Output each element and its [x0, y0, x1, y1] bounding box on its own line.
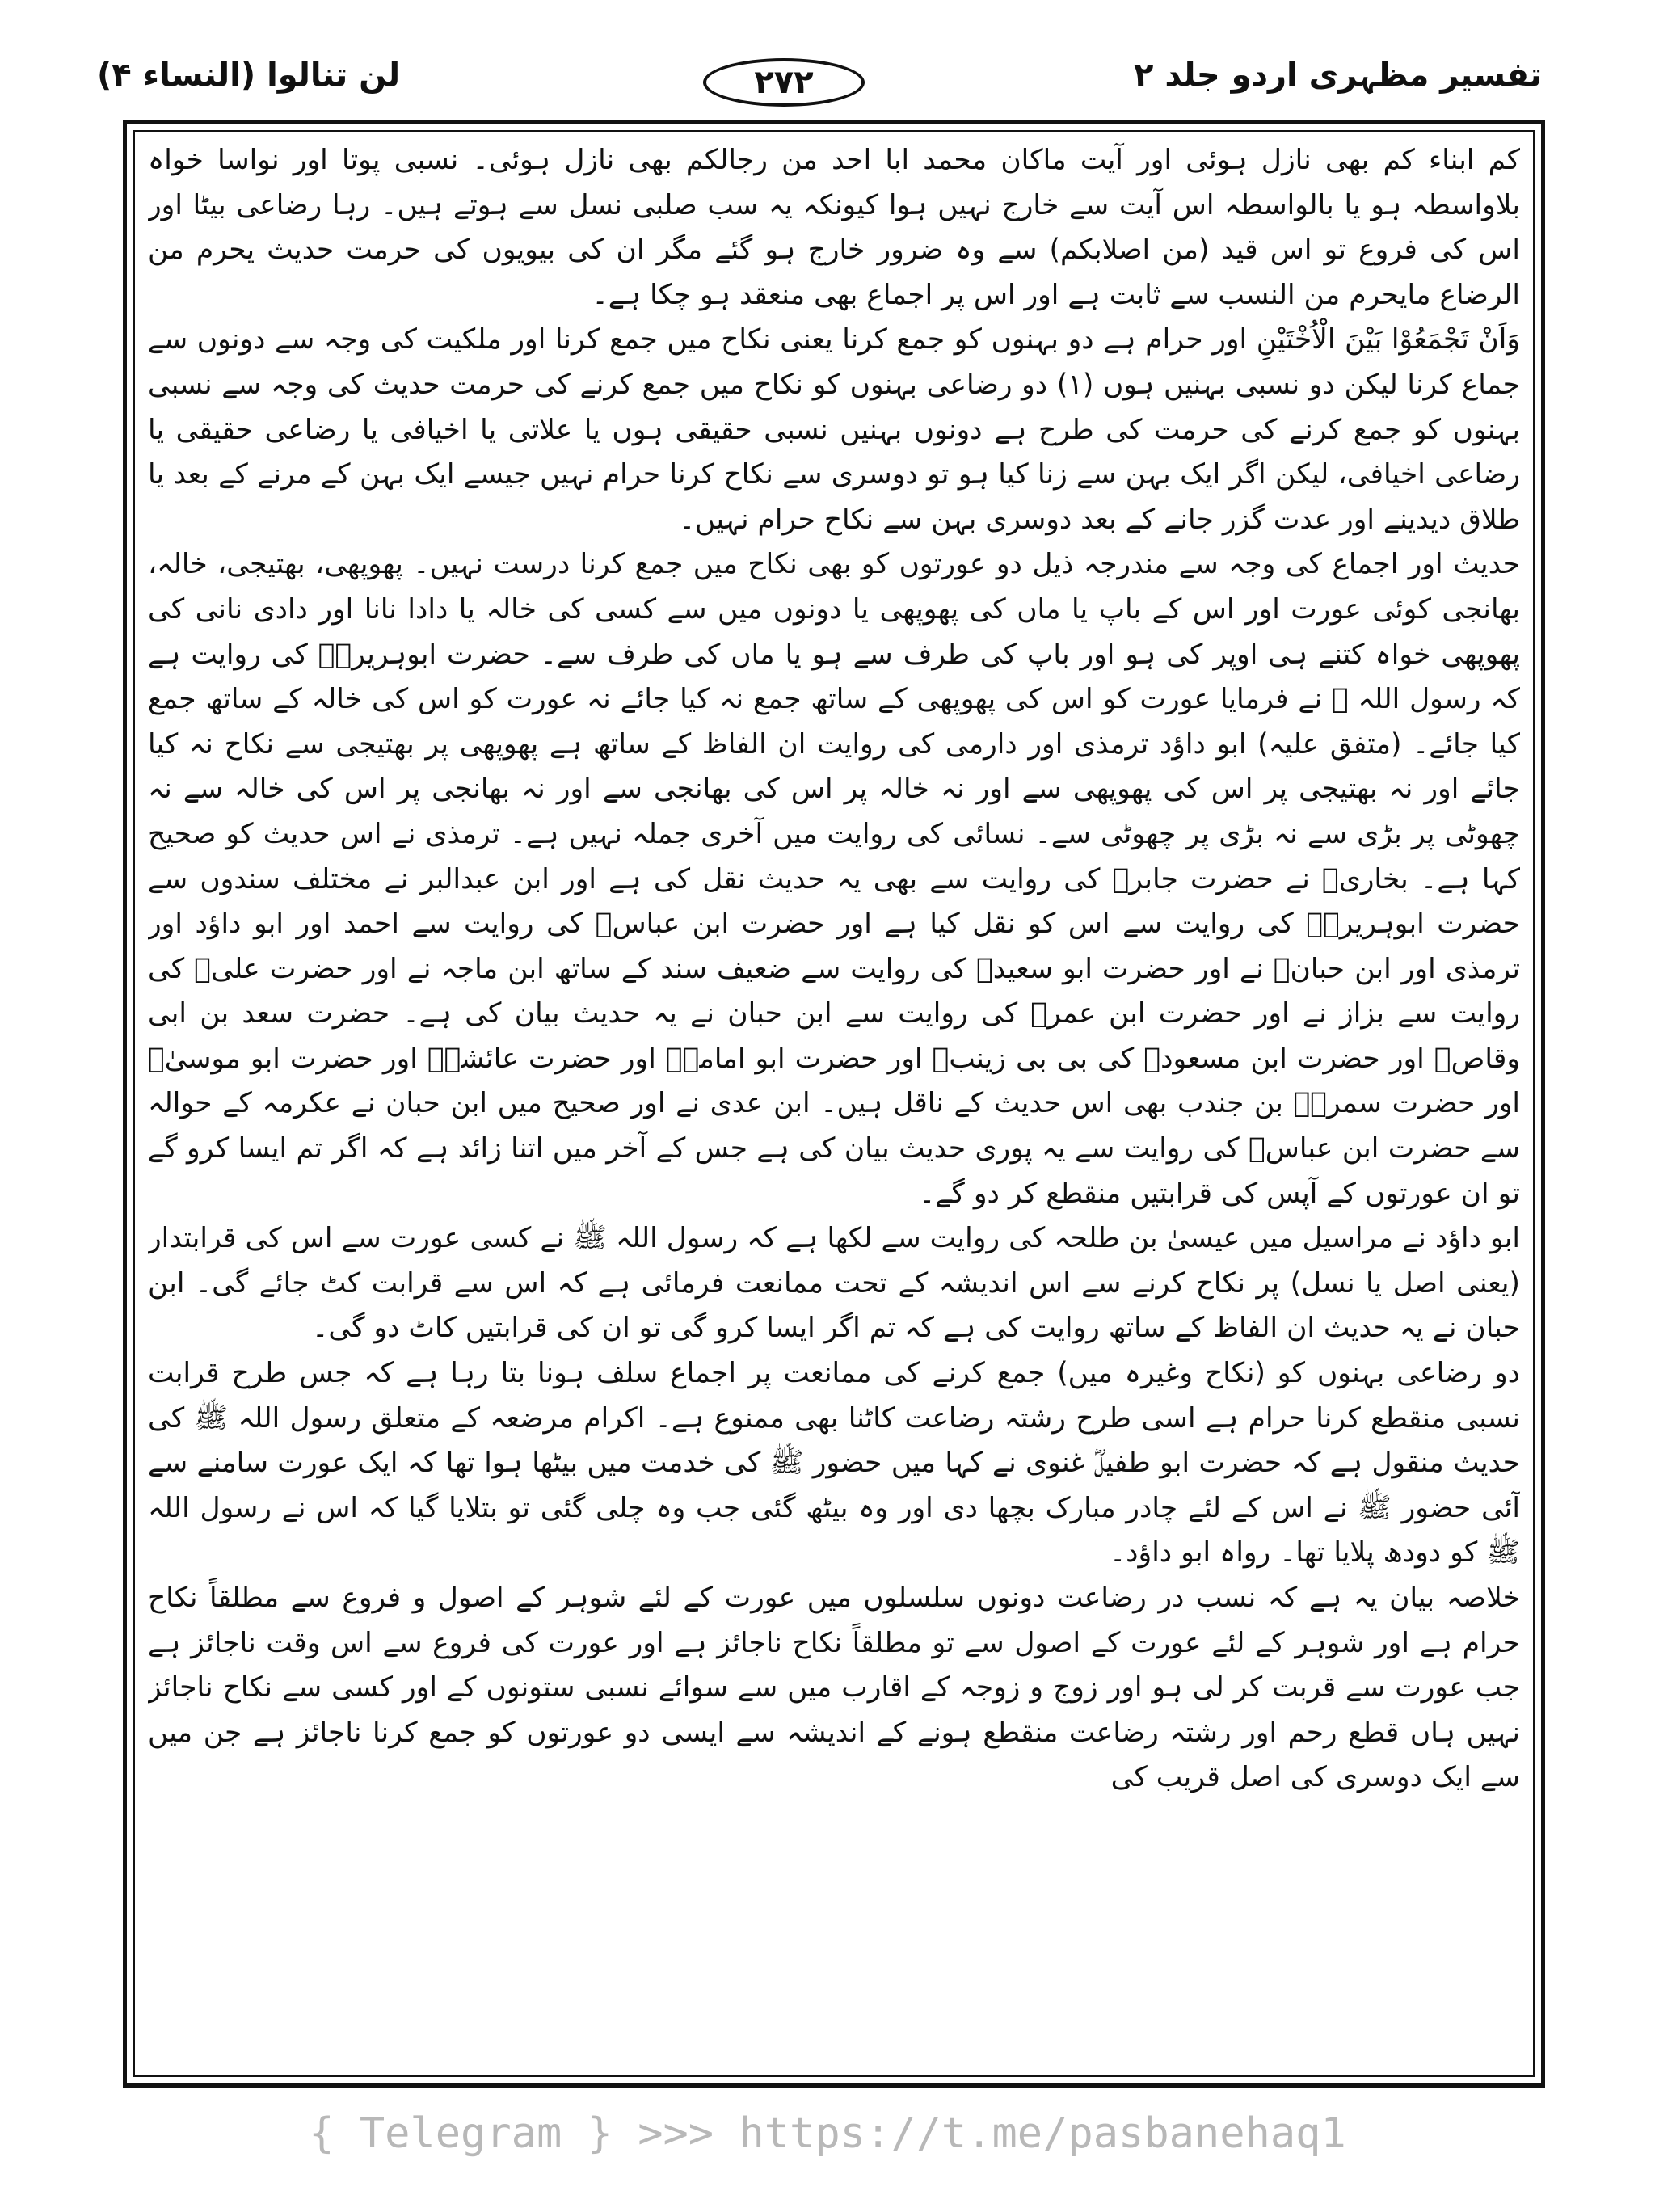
- book-title: تفسیر مظہری اردو جلد ۲: [1134, 57, 1542, 94]
- paragraph: حدیث اور اجماع کی وجہ سے مندرجہ ذیل دو عورتوں کو بھی نکاح میں جمع کرنا درست نہیں۔ پھوپھی، بھتیجی، خالہ، بھانجی کوئی عورت اور اس کے باپ یا ماں کی پھوپھی یا دونوں میں سے کسی کی خالہ یا دادا نانا اور دادی نانی کی پھوپھی خواہ کتنے ہی اوپر کی ہو اور باپ کی طرف سے ہو یا ماں کی طرف سے۔ حضرت ابوہریرہؓ کی روایت ہے کہ رسول اللہ ﷺ نے فرمایا عورت کو اس کی پھوپھی کے ساتھ جمع نہ کیا جائے نہ عورت کو اس کی خالہ کے ساتھ جمع کیا جائے۔ (متفق علیہ) ابو داؤد ترمذی اور دارمی کی روایت ان الفاظ کے ساتھ ہے پھوپھی پر بھتیجی سے نکاح نہ کیا جائے اور نہ بھتیجی پر اس کی پھوپھی سے اور نہ خالہ پر اس کی بھانجی سے اور نہ بھانجی پر اس کی خالہ سے نہ چھوٹی پر بڑی سے نہ بڑی پر چھوٹی سے۔ نسائی کی روایت میں آخری جملہ نہیں ہے۔ ترمذی نے اس حدیث کو صحیح کہا ہے۔ بخاریؒ نے حضرت جابرؓ کی روایت سے بھی یہ حدیث نقل کی ہے اور ابن عبدالبر نے مختلف سندوں سے حضرت ابوہریرہؓ کی روایت سے اس کو نقل کیا ہے اور حضرت ابن عباسؓ کی روایت سے احمد اور ابو داؤد اور ترمذی اور ابن حبانؒ نے اور حضرت ابو سعیدؓ کی روایت سے ضعیف سند کے ساتھ ابن ماجہ نے اور حضرت علیؓ کی روایت سے بزاز نے اور حضرت ابن عمرؓ کی روایت سے ابن حبان نے یہ حدیث بیان کی ہے۔ حضرت سعد بن ابی وقاصؓ اور حضرت ابن مسعودؓ کی بی بی زینبؓ اور حضرت ابو امامہؓ اور حضرت عائشہؓ اور حضرت ابو موسیٰؓ اور حضرت سمرہؓ بن جندب بھی اس حدیث کے ناقل ہیں۔ ابن عدی نے اور صحیح میں ابن حبان نے عکرمہ کے حوالہ سے حضرت ابن عباسؓ کی روایت سے یہ پوری حدیث بیان کی ہے جس کے آخر میں اتنا زائد ہے کہ اگر تم ایسا کرو گے تو ان عورتوں کے آپس کی قرابتیں منقطع کر دو گے۔: [148, 548, 1520, 1210]
- paragraph: وَاَنْ تَجْمَعُوْا بَيْنَ الْاُخْتَيْنِ اور حرام ہے دو بہنوں کو جمع کرنا یعنی نکاح میں جمع کرنا اور ملکیت کی وجہ سے دونوں سے جماع کرنا لیکن دو نسبی بہنیں ہوں (۱) دو رضاعی بہنوں کو نکاح میں جمع کرنے کی حرمت حدیث کی وجہ سے نسبی بہنوں کو جمع کرنے کی حرمت کی طرح ہے دونوں بہنیں نسبی حقیقی ہوں یا علاتی یا اخیافی یا رضاعی حقیقی یا رضاعی اخیافی، لیکن اگر ایک بہن سے زنا کیا ہو تو دوسری سے نکاح کرنا حرام نہیں جیسے ایک بہن کے مرنے کے بعد یا طلاق دیدینے اور عدت گزر جانے کے بعد دوسری بہن سے نکاح حرام نہیں۔: [148, 323, 1520, 536]
- page-number: ۲۷۲: [703, 58, 865, 107]
- paragraph: خلاصہ بیان یہ ہے کہ نسب در رضاعت دونوں سلسلوں میں عورت کے لئے شوہر کے اصول و فروع سے مطلقاً نکاح حرام ہے اور شوہر کے لئے عورت کے اصول سے تو مطلقاً نکاح ناجائز ہے اور عورت کی فروع سے اس وقت ناجائز ہے جب عورت سے قربت کر لی ہو اور زوج و زوجہ کے اقارب میں سے سوائے نسبی ستونوں کے اور کسی سے نکاح ناجائز نہیں ہاں قطع رحم اور رشتہ رضاعت منقطع ہونے کے اندیشہ سے ایسی دو عورتوں کو جمع کرنا ناجائز ہے جن میں سے ایک دوسری کی اصل قریب کی: [148, 1582, 1520, 1794]
- paragraph: کم ابناء کم بھی نازل ہوئی اور آیت ماکان محمد ابا احد من رجالکم بھی نازل ہوئی۔ نسبی پوتا اور نواسا خواہ بلاواسطہ ہو یا بالواسطہ اس آیت سے خارج نہیں ہوا کیونکہ یہ سب صلبی نسل سے ہوتے ہیں۔ رہا رضاعی بیٹا اور اس کی فروع تو اس قید (من اصلابکم) سے وہ ضرور خارج ہو گئے مگر ان کی بیویوں کی حرمت حدیث یحرم من الرضاع مایحرم من النسب سے ثابت ہے اور اس پر اجماع بھی منعقد ہو چکا ہے۔: [148, 144, 1520, 311]
- body-text: [148, 138, 1520, 2069]
- page-header: [0, 0, 1655, 113]
- paragraph: دو رضاعی بہنوں کو (نکاح وغیرہ میں) جمع کرنے کی ممانعت پر اجماع سلف ہونا بتا رہا ہے کہ جس طرح قرابت نسبی منقطع کرنا حرام ہے اسی طرح رشتہ رضاعت کاٹنا بھی ممنوع ہے۔ اکرام مرضعہ کے متعلق رسول اللہ ﷺ کی حدیث منقول ہے کہ حضرت ابو طفیلؓ غنوی نے کہا میں حضور ﷺ کی خدمت میں بیٹھا ہوا تھا کہ ایک عورت سامنے سے آئی حضور ﷺ نے اس کے لئے چادر مبارک بچھا دی اور وہ بیٹھ گئی جب وہ چلی گئی تو بتلایا گیا کہ اس نے رسول اللہ ﷺ کو دودھ پلایا تھا۔ رواہ ابو داؤد۔: [148, 1357, 1520, 1569]
- chapter-reference: لن تنالوا (النساء ۴): [97, 57, 401, 94]
- paragraph: ابو داؤد نے مراسیل میں عیسیٰ بن طلحہ کی روایت سے لکھا ہے کہ رسول اللہ ﷺ نے کسی عورت سے اس کی قرابتدار (یعنی اصل یا نسل) پر نکاح کرنے سے اس اندیشہ کے تحت ممانعت فرمائی ہے کہ اس سے قرابت کٹ جائے گی۔ ابن حبان نے یہ حدیث ان الفاظ کے ساتھ روایت کی ہے کہ تم اگر ایسا کرو گی تو ان کی قرابتیں کاٹ دو گی۔: [148, 1222, 1520, 1345]
- watermark: { Telegram } >>> https://t.me/pasbanehaq1: [309, 2109, 1346, 2158]
- text-frame: [123, 120, 1545, 2088]
